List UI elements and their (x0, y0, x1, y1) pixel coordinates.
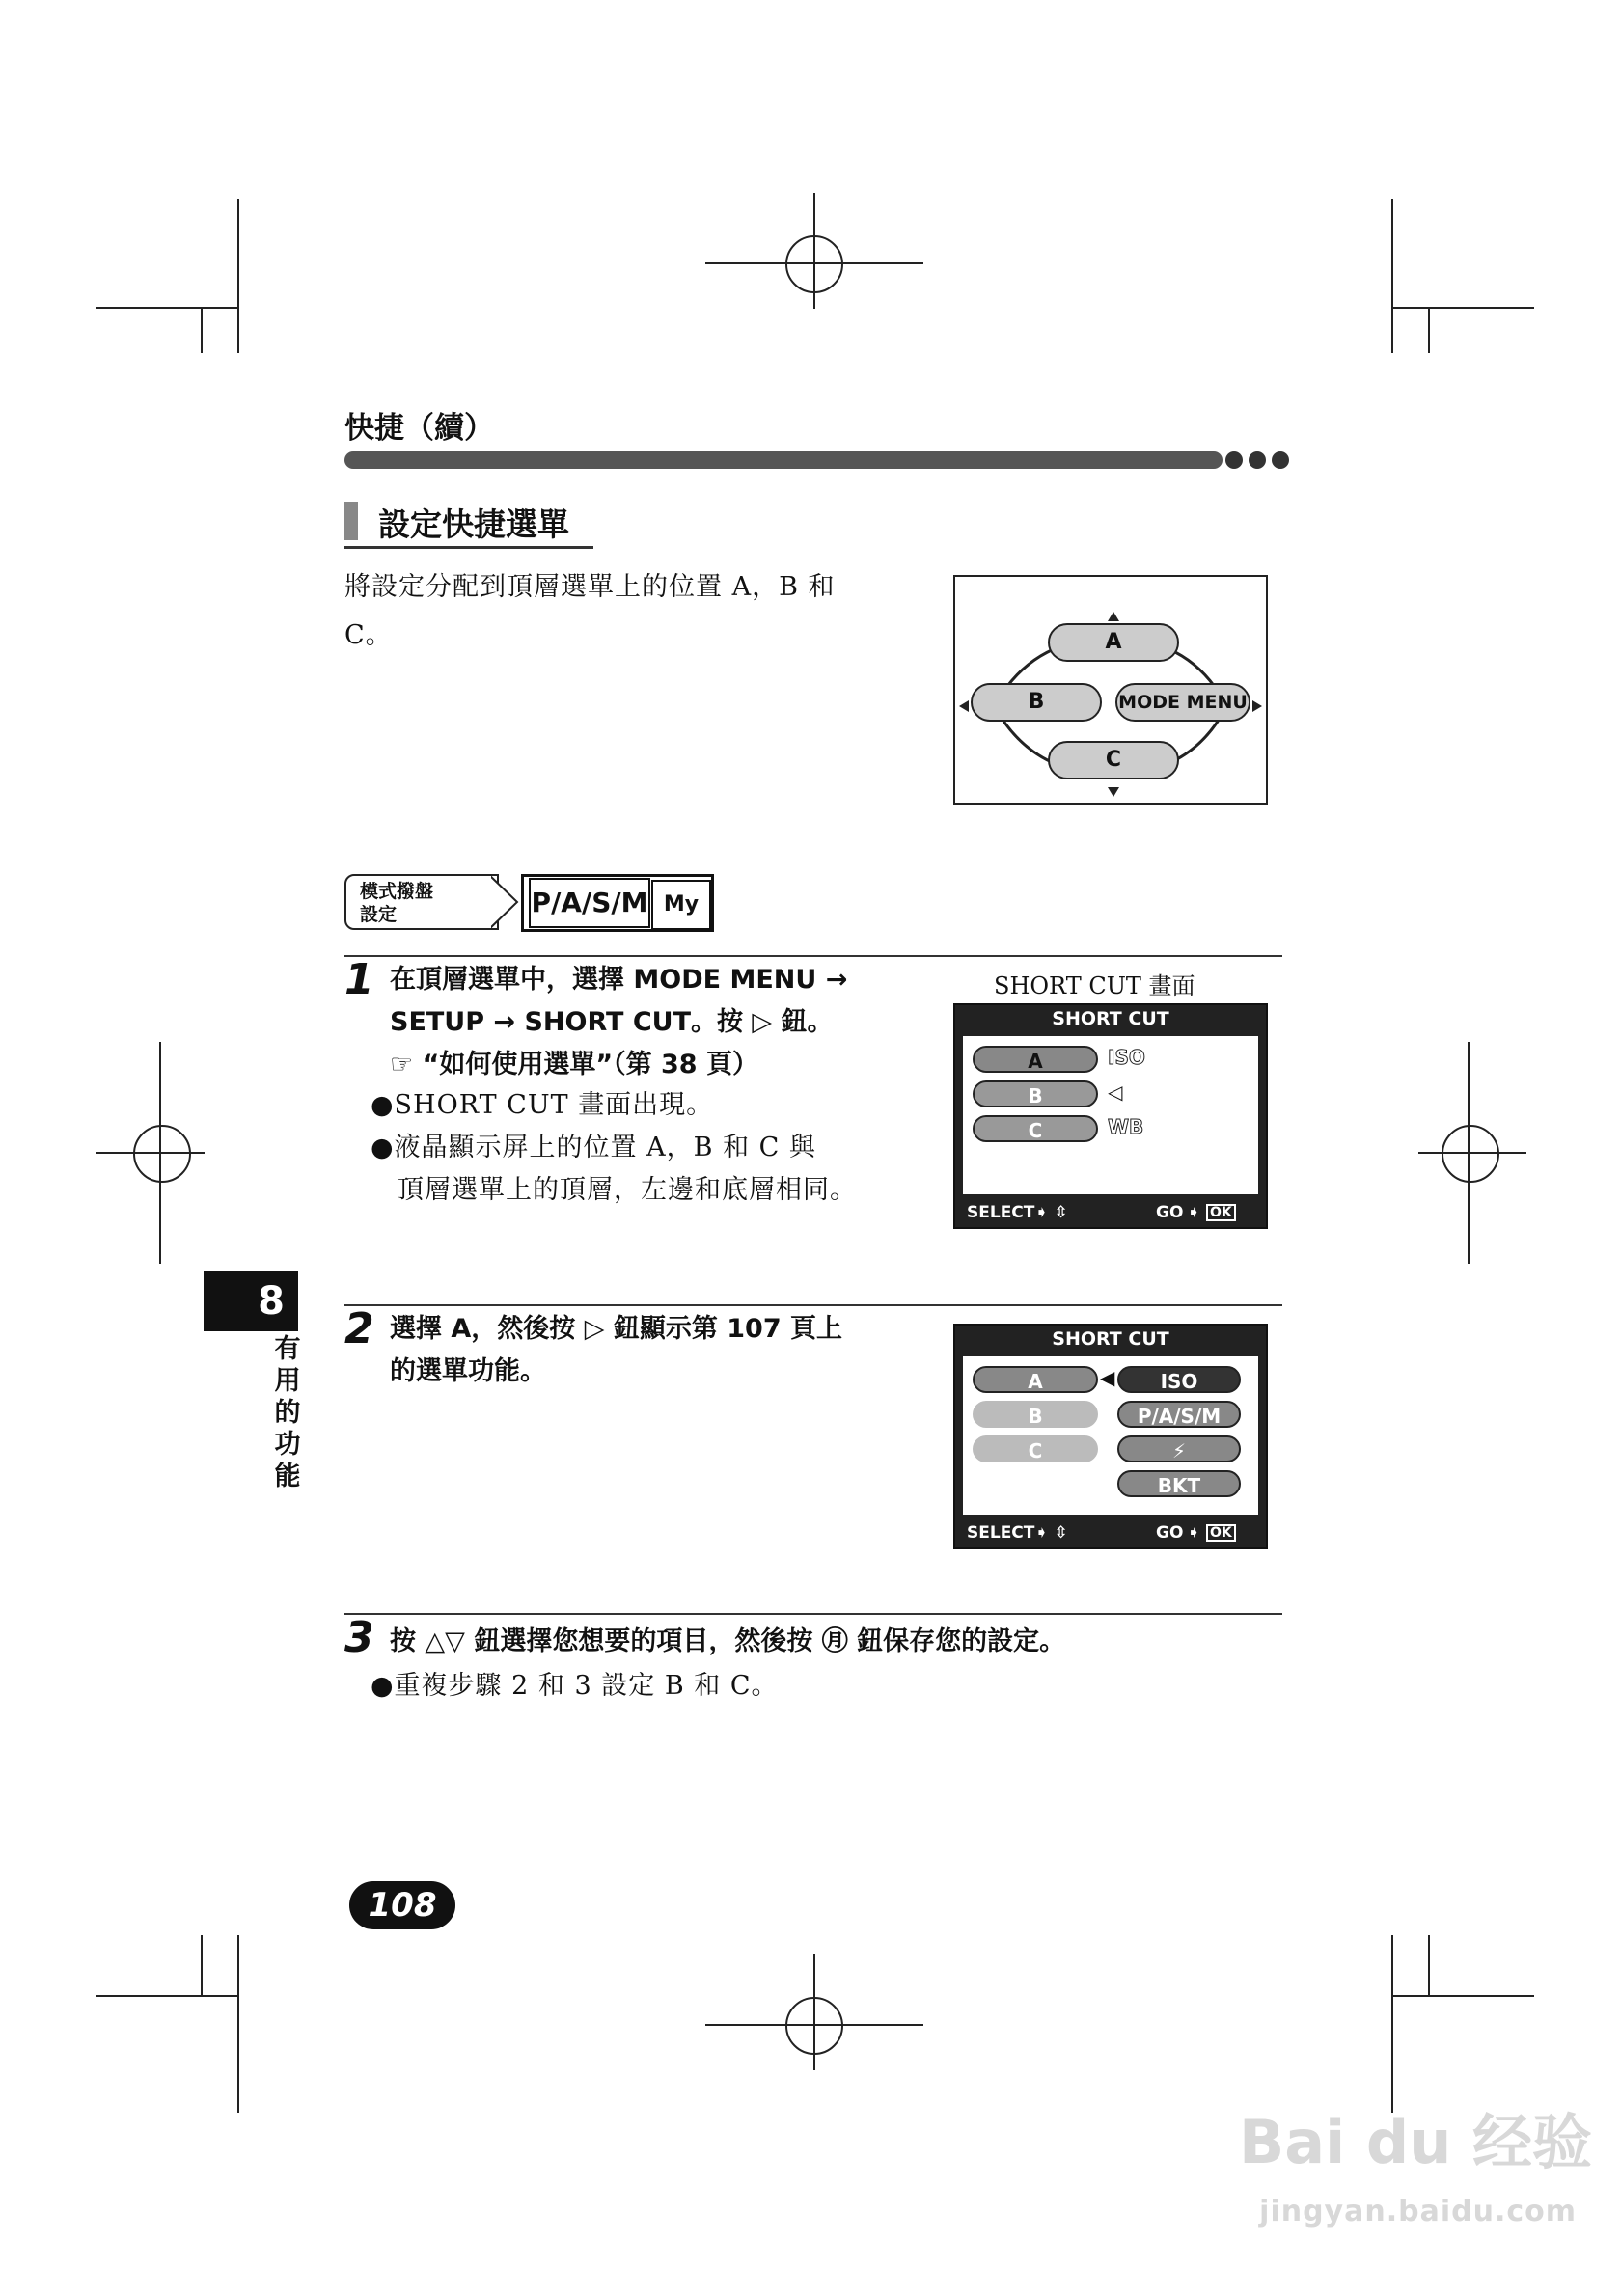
ok-icon: OK (1206, 1204, 1236, 1221)
intro-text (344, 563, 904, 660)
diagram-mode-menu-button: MODE MENU (1115, 683, 1250, 722)
crop-mark (1393, 1995, 1534, 1997)
bullet-item: 頂層選單上的頂層，左邊和底層相同。 (398, 1175, 857, 1205)
running-header: 快捷（續） (344, 411, 494, 446)
step-1-reference: ☞ “如何使用選單”（第 38 頁） (390, 1050, 758, 1080)
option-flash: ⚡ (1117, 1435, 1241, 1462)
arrow-right-icon: ➧ (1187, 1523, 1201, 1543)
header-bar (344, 451, 1223, 469)
option-iso: ISO (1117, 1366, 1241, 1393)
shortcut-a-slot: A (973, 1366, 1098, 1393)
shortcut-a-value: ISO (1108, 1046, 1145, 1069)
screen-title: SHORT CUT (1052, 1328, 1169, 1350)
shortcut-screen-1 (953, 1003, 1268, 1229)
step-1-line: 在頂層選單中，選擇 MODE MENU → (390, 965, 848, 995)
watermark-url: jingyan.baidu.com (1259, 2195, 1577, 2228)
ok-icon: OK (1206, 1524, 1236, 1542)
chapter-number: 8 (204, 1271, 298, 1331)
shortcut-c-value: WB (1108, 1115, 1144, 1138)
crop-mark (1428, 1935, 1430, 1995)
shortcut-a-slot: A (973, 1046, 1098, 1073)
step-3-bullet: ●重複步驟 2 和 3 設定 B 和 C。 (371, 1671, 779, 1701)
top-menu-diagram (953, 575, 1268, 805)
triangle-left-icon: ◀ (1100, 1366, 1115, 1389)
crop-mark (237, 1935, 239, 2113)
my-mode-icon: My (651, 880, 711, 930)
step-1-bullets (371, 1084, 857, 1212)
go-hint: GO (1156, 1203, 1184, 1222)
registration-circle (785, 235, 843, 293)
mode-dial-label: 設定 (360, 904, 398, 925)
crop-mark (1393, 307, 1534, 309)
diagram-b-button: B (971, 683, 1102, 722)
screen-body (963, 1036, 1258, 1194)
select-hint: SELECT (967, 1523, 1035, 1543)
step-2-text (390, 1308, 842, 1393)
step-2-line: 選擇 A，然後按 ▷ 鈕顯示第 107 頁上 (390, 1314, 843, 1344)
screen-caption: SHORT CUT 畫面 (994, 972, 1195, 999)
arrow-right-icon: ➧ ⇳ (1034, 1523, 1068, 1543)
header-dot (1249, 451, 1266, 469)
page-number: 108 (349, 1881, 455, 1929)
step-3-number: 3 (344, 1613, 374, 1662)
screen-body (963, 1356, 1258, 1515)
watermark-logo: Bai du 经验 (1238, 2107, 1592, 2177)
registration-circle (133, 1125, 191, 1183)
step-1-line: SETUP → SHORT CUT。按 ▷ 鈕。 (390, 1007, 834, 1037)
step-divider (344, 955, 1282, 957)
arrow-right-icon: ➧ (1187, 1203, 1201, 1222)
mode-badge-arrow (488, 874, 519, 930)
step-2-line: 的選單功能。 (390, 1356, 546, 1386)
screen-footer (963, 1202, 1258, 1223)
intro-line: 將設定分配到頂層選單上的位置 A，B 和 (344, 572, 836, 602)
select-hint: SELECT (967, 1203, 1035, 1222)
section-underline (344, 546, 593, 549)
diagram-a-button: A (1048, 623, 1179, 662)
pasm-mode-icon: P/A/S/M (529, 878, 650, 928)
diagram-c-button: C (1048, 741, 1179, 779)
step-3-text: 按 △▽ 鈕選擇您想要的項目，然後按 ㊊ 鈕保存您的設定。 (390, 1626, 1066, 1656)
crop-mark (201, 1935, 203, 1995)
screen-footer (963, 1522, 1258, 1544)
screen-title: SHORT CUT (1052, 1008, 1169, 1029)
shortcut-b-value: ◁ (1108, 1080, 1123, 1104)
crop-mark (1428, 307, 1430, 353)
header-dot (1225, 451, 1243, 469)
shortcut-b-slot: B (973, 1401, 1098, 1428)
go-hint: GO (1156, 1523, 1184, 1543)
step-divider (344, 1613, 1282, 1615)
option-bkt: BKT (1117, 1470, 1241, 1497)
pointing-hand-icon: ☞ (390, 1050, 423, 1080)
mode-dial-label: 模式撥盤 (360, 881, 434, 902)
section-title: 設定快捷選單 (378, 506, 569, 543)
shortcut-c-slot: C (973, 1435, 1098, 1462)
step-2-number: 2 (344, 1304, 374, 1353)
header-dot (1272, 451, 1289, 469)
crop-mark (201, 307, 203, 353)
crop-mark (237, 199, 239, 353)
step-1-text (390, 959, 847, 1086)
intro-line: C。 (344, 620, 393, 650)
shortcut-b-slot: B (973, 1080, 1098, 1107)
arrow-right-icon: ➧ ⇳ (1034, 1203, 1068, 1222)
chapter-title: 有用的功能 (274, 1334, 301, 1491)
shortcut-c-slot: C (973, 1115, 1098, 1142)
step-divider (344, 1304, 1282, 1306)
shortcut-screen-2 (953, 1324, 1268, 1549)
crop-mark (1391, 199, 1393, 353)
crop-mark (96, 1995, 237, 1997)
bullet-item: ●液晶顯示屏上的位置 A，B 和 C 與 (371, 1133, 816, 1162)
option-pasm: P/A/S/M (1117, 1401, 1241, 1428)
section-marker (344, 502, 358, 540)
crop-mark (1391, 1935, 1393, 2113)
crop-mark (96, 307, 237, 309)
registration-circle (1442, 1125, 1499, 1183)
bullet-item: ●SHORT CUT 畫面出現。 (371, 1090, 714, 1120)
step-1-number: 1 (344, 955, 374, 1004)
mode-dial-badge (344, 874, 499, 930)
registration-circle (785, 1997, 843, 2055)
